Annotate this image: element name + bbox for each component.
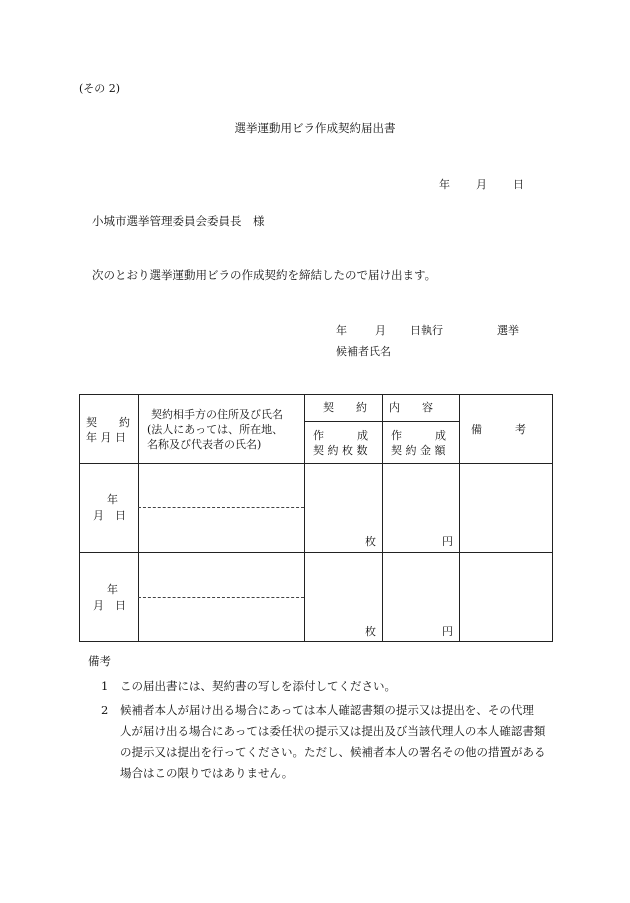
election-name-label: 選挙: [497, 324, 519, 337]
note-item: [101, 676, 551, 697]
row2-count-unit: 枚: [365, 625, 376, 638]
date-month-label: 月: [476, 178, 487, 191]
intro-sentence: 次のとおり選挙運動用ビラの作成契約を締結したので届け出ます。: [92, 268, 437, 282]
note-item: [101, 700, 551, 784]
table-header-divider: [80, 463, 552, 464]
row1-count-unit: 枚: [365, 535, 376, 548]
header-contract-contents: 契 約 内 容: [323, 401, 433, 414]
row2-amount-unit: 円: [442, 625, 453, 638]
note-text-line: 人が届け出る場合にあっては委任状の提示又は提出及び当該代理人の本人確認書類: [120, 724, 546, 738]
table-col-divider: [382, 395, 383, 641]
contract-table: [79, 394, 553, 642]
notes-heading: 備考: [88, 654, 111, 668]
header-remarks: 備 考: [471, 423, 526, 436]
header-contract-date-line2: 年 月 日: [86, 431, 126, 444]
addressee: 小城市選挙管理委員会委員長 様: [92, 214, 265, 228]
row2-monthday-label: 月 日: [93, 599, 126, 612]
note-number: 2: [101, 703, 109, 717]
note-text-line: この届出書には、契約書の写しを添付してください。: [120, 679, 396, 693]
row1-amount-unit: 円: [442, 535, 453, 548]
election-year-label: 年: [336, 324, 347, 337]
header-contract-date-line1: 契 約: [86, 416, 130, 429]
election-info: [336, 322, 519, 338]
election-month-label: 月: [375, 324, 386, 337]
submission-date: [439, 176, 524, 192]
header-counterparty-line2: (法人にあっては、所在地、: [147, 423, 284, 436]
table-col-divider: [304, 395, 305, 641]
address-name-separator: [138, 507, 304, 508]
header-amount-line1: 作 成: [391, 429, 446, 442]
header-counterparty-line1: 契約相手方の住所及び氏名: [151, 408, 283, 421]
row1-monthday-label: 月 日: [93, 509, 126, 522]
document-title: 選挙運動用ビラ作成契約届出書: [234, 121, 396, 135]
table-group-header-divider: [304, 421, 459, 422]
header-sheet-count-line2: 契 約 枚 数: [313, 444, 368, 457]
address-name-separator: [138, 597, 304, 598]
row2-year-label: 年: [107, 583, 118, 596]
table-col-divider: [459, 395, 460, 641]
table-row-divider: [80, 552, 552, 553]
note-text-line: の提示又は提出を行ってください。ただし、候補者本人の署名その他の措置がある: [120, 745, 546, 759]
note-number: 1: [101, 679, 109, 693]
header-counterparty-line3: 名称及び代表者の氏名): [147, 438, 262, 451]
header-sheet-count-line1: 作 成: [313, 429, 368, 442]
candidate-name-label: 候補者氏名: [336, 345, 391, 358]
note-text-line: 候補者本人が届け出る場合にあっては本人確認書類の提示又は提出を、その代理: [120, 703, 534, 717]
table-col-divider: [138, 395, 139, 641]
date-year-label: 年: [439, 178, 450, 191]
form-number-label: (その 2): [79, 82, 121, 95]
note-text-line: 場合はこの限りではありません。: [120, 766, 294, 780]
election-day-exec-label: 日執行: [410, 324, 443, 337]
date-day-label: 日: [513, 178, 524, 191]
header-amount-line2: 契 約 金 額: [391, 444, 446, 457]
row1-year-label: 年: [107, 493, 118, 506]
